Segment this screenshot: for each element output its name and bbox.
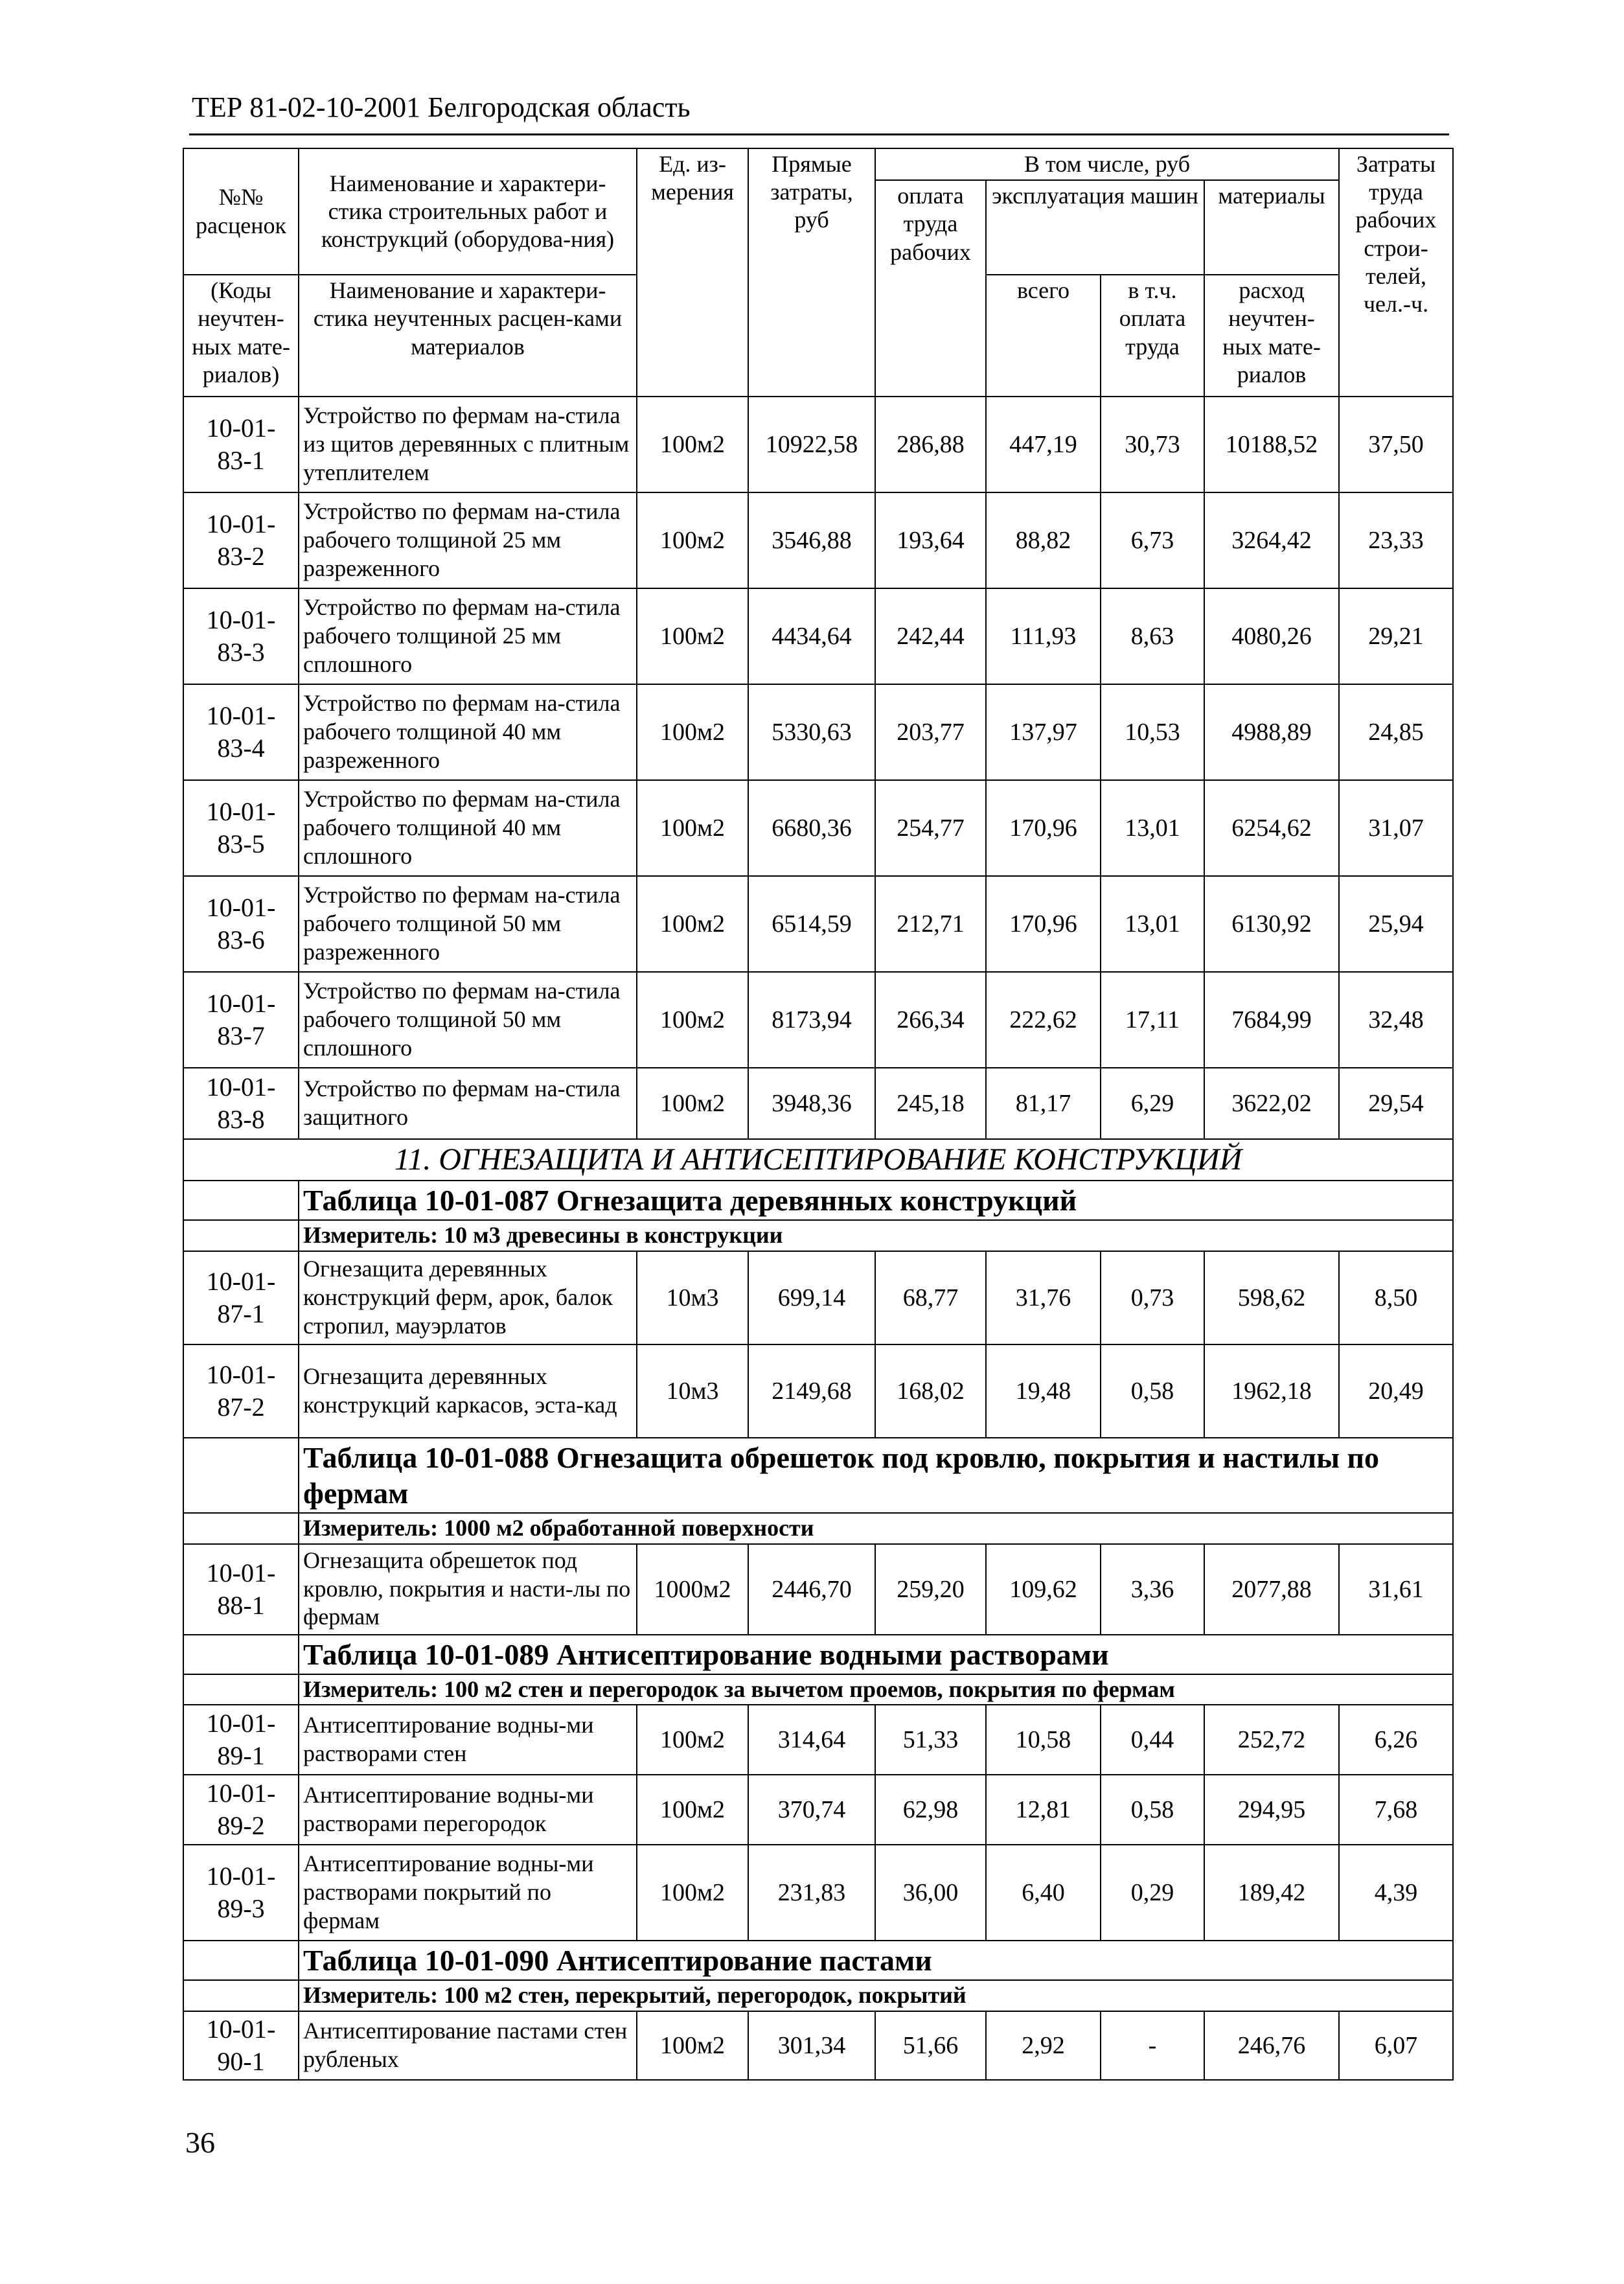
materials-cell: 3622,02 xyxy=(1204,1068,1339,1139)
price-code xyxy=(183,780,299,876)
unit-cell: 1000м2 xyxy=(637,1544,748,1635)
price-code-part: 10-01- xyxy=(206,701,276,731)
work-name: Устройство по фермам на-стила защитного xyxy=(299,1068,637,1139)
table-title-row xyxy=(183,1438,1453,1513)
machines-wages-cell: - xyxy=(1101,2011,1204,2080)
price-code-part: 89-3 xyxy=(217,1894,265,1924)
header-direct: Прямые затраты, руб xyxy=(748,148,875,397)
work-name: Устройство по фермам на-стила рабочего толщиной 50 мм сплошного xyxy=(299,972,637,1068)
machines-wages-cell: 8,63 xyxy=(1101,588,1204,684)
price-code-part: 10-01- xyxy=(206,1779,276,1808)
price-code-part: 10-01- xyxy=(206,1266,276,1296)
table-title-row xyxy=(183,1635,1453,1674)
table-row xyxy=(183,1775,1453,1845)
page-number: 36 xyxy=(185,2126,215,2159)
empty-cell xyxy=(183,1635,299,1674)
price-code xyxy=(183,588,299,684)
labor-cell: 29,21 xyxy=(1339,588,1453,684)
machines-cell: 6,40 xyxy=(986,1845,1101,1941)
work-name: Устройство по фермам на-стила рабочего толщиной 40 мм разреженного xyxy=(299,684,637,780)
price-code-part: 89-1 xyxy=(217,1741,265,1771)
price-code-part: 83-7 xyxy=(217,1021,265,1051)
wages-cell: 203,77 xyxy=(875,684,986,780)
materials-cell: 4988,89 xyxy=(1204,684,1339,780)
machines-wages-cell: 13,01 xyxy=(1101,780,1204,876)
price-code-part: 10-01- xyxy=(206,797,276,827)
price-code-part: 90-1 xyxy=(217,2046,265,2076)
header-including: В том числе, руб xyxy=(875,148,1339,180)
unit-cell: 100м2 xyxy=(637,588,748,684)
empty-cell xyxy=(183,1438,299,1513)
unit-cell: 10м3 xyxy=(637,1344,748,1438)
labor-cell: 32,48 xyxy=(1339,972,1453,1068)
materials-cell: 6130,92 xyxy=(1204,876,1339,972)
page-header: ТЕР 81-02-10-2001 Белгородская область xyxy=(192,91,691,123)
direct-cell: 699,14 xyxy=(748,1251,875,1344)
price-code-part: 87-1 xyxy=(217,1298,265,1328)
price-code xyxy=(183,1251,299,1344)
price-code-part: 10-01- xyxy=(206,1862,276,1891)
wages-cell: 254,77 xyxy=(875,780,986,876)
direct-cell: 314,64 xyxy=(748,1705,875,1775)
labor-cell: 6,07 xyxy=(1339,2011,1453,2080)
materials-cell: 3264,42 xyxy=(1204,492,1339,588)
price-code xyxy=(183,1544,299,1635)
table-title: Таблица 10-01-089 Антисептирование водными растворами xyxy=(299,1635,1453,1674)
unit-cell: 100м2 xyxy=(637,1068,748,1139)
table-row xyxy=(183,397,1453,492)
materials-cell: 598,62 xyxy=(1204,1251,1339,1344)
header-wages: оплата труда рабочих xyxy=(875,180,986,397)
table-row xyxy=(183,684,1453,780)
direct-cell: 2446,70 xyxy=(748,1544,875,1635)
price-code-part: 88-1 xyxy=(217,1590,265,1620)
price-code-part: 83-4 xyxy=(217,733,265,763)
wages-cell: 51,33 xyxy=(875,1705,986,1775)
machines-cell: 222,62 xyxy=(986,972,1101,1068)
machines-cell: 170,96 xyxy=(986,876,1101,972)
unit-cell: 100м2 xyxy=(637,492,748,588)
work-name: Устройство по фермам на-стила рабочего толщиной 25 мм разреженного xyxy=(299,492,637,588)
table-title: Таблица 10-01-087 Огнезащита деревянных конструкций xyxy=(299,1181,1453,1220)
price-code-part: 10-01- xyxy=(206,989,276,1019)
work-name: Устройство по фермам на-стила рабочего толщиной 25 мм сплошного xyxy=(299,588,637,684)
direct-cell: 6680,36 xyxy=(748,780,875,876)
direct-cell: 8173,94 xyxy=(748,972,875,1068)
measure-line-row xyxy=(183,1980,1453,2011)
table-row xyxy=(183,972,1453,1068)
table-row xyxy=(183,1344,1453,1438)
machines-wages-cell: 0,44 xyxy=(1101,1705,1204,1775)
labor-cell: 23,33 xyxy=(1339,492,1453,588)
unit-cell: 100м2 xyxy=(637,397,748,492)
work-name: Огнезащита обрешеток под кровлю, покрытия и насти-лы по фермам xyxy=(299,1544,637,1635)
measure-line: Измеритель: 100 м2 стен, перекрытий, перегородок, покрытий xyxy=(299,1980,1453,2011)
empty-cell xyxy=(183,1220,299,1251)
price-code xyxy=(183,972,299,1068)
price-code-part: 83-5 xyxy=(217,829,265,859)
labor-cell: 37,50 xyxy=(1339,397,1453,492)
work-name: Антисептирование водны-ми растворами стен xyxy=(299,1705,637,1775)
machines-cell: 19,48 xyxy=(986,1344,1101,1438)
measure-line: Измеритель: 1000 м2 обработанной поверхности xyxy=(299,1513,1453,1543)
empty-cell xyxy=(183,1941,299,1980)
price-code xyxy=(183,492,299,588)
labor-cell: 29,54 xyxy=(1339,1068,1453,1139)
price-code xyxy=(183,1344,299,1438)
measure-line-row xyxy=(183,1674,1453,1705)
table-title: Таблица 10-01-088 Огнезащита обрешеток под кровлю, покрытия и настилы по фермам xyxy=(299,1438,1453,1513)
unit-cell: 100м2 xyxy=(637,876,748,972)
table-row xyxy=(183,1845,1453,1941)
labor-cell: 25,94 xyxy=(1339,876,1453,972)
direct-cell: 3546,88 xyxy=(748,492,875,588)
labor-cell: 24,85 xyxy=(1339,684,1453,780)
price-code xyxy=(183,1775,299,1845)
labor-cell: 7,68 xyxy=(1339,1775,1453,1845)
wages-cell: 266,34 xyxy=(875,972,986,1068)
price-code-part: 89-2 xyxy=(217,1811,265,1841)
empty-cell xyxy=(183,1980,299,2011)
machines-wages-cell: 6,29 xyxy=(1101,1068,1204,1139)
table-row xyxy=(183,1251,1453,1344)
price-code-part: 83-8 xyxy=(217,1105,265,1135)
header-machines-total: всего xyxy=(986,275,1101,397)
machines-cell: 137,97 xyxy=(986,684,1101,780)
header-unit: Ед. из-мерения xyxy=(637,148,748,397)
price-code-part: 83-2 xyxy=(217,542,265,571)
price-table xyxy=(183,148,1454,2081)
price-code-part: 10-01- xyxy=(206,2014,276,2044)
header-machines: эксплуатация машин xyxy=(986,180,1204,275)
wages-cell: 193,64 xyxy=(875,492,986,588)
table-row xyxy=(183,780,1453,876)
wages-cell: 51,66 xyxy=(875,2011,986,2080)
labor-cell: 6,26 xyxy=(1339,1705,1453,1775)
materials-cell: 246,76 xyxy=(1204,2011,1339,2080)
price-code xyxy=(183,684,299,780)
machines-wages-cell: 17,11 xyxy=(1101,972,1204,1068)
price-code-part: 83-3 xyxy=(217,638,265,667)
materials-cell: 10188,52 xyxy=(1204,397,1339,492)
table-title-row xyxy=(183,1941,1453,1980)
price-code-part: 10-01- xyxy=(206,893,276,923)
machines-cell: 10,58 xyxy=(986,1705,1101,1775)
header-materials: материалы xyxy=(1204,180,1339,275)
labor-cell: 20,49 xyxy=(1339,1344,1453,1438)
direct-cell: 3948,36 xyxy=(748,1068,875,1139)
machines-wages-cell: 6,73 xyxy=(1101,492,1204,588)
labor-cell: 8,50 xyxy=(1339,1251,1453,1344)
header-name-unaccounted: Наименование и характери-стика неучтенных расцен-ками материалов xyxy=(299,275,637,397)
direct-cell: 6514,59 xyxy=(748,876,875,972)
machines-wages-cell: 0,73 xyxy=(1101,1251,1204,1344)
machines-wages-cell: 13,01 xyxy=(1101,876,1204,972)
unit-cell: 100м2 xyxy=(637,684,748,780)
price-code-part: 87-2 xyxy=(217,1392,265,1422)
price-code xyxy=(183,1068,299,1139)
section-title: 11. ОГНЕЗАЩИТА И АНТИСЕПТИРОВАНИЕ КОНСТРУКЦИЙ xyxy=(183,1139,1453,1181)
price-code xyxy=(183,876,299,972)
empty-cell xyxy=(183,1674,299,1705)
machines-cell: 2,92 xyxy=(986,2011,1101,2080)
machines-cell: 88,82 xyxy=(986,492,1101,588)
machines-wages-cell: 0,58 xyxy=(1101,1344,1204,1438)
price-code-part: 10-01- xyxy=(206,1558,276,1587)
direct-cell: 370,74 xyxy=(748,1775,875,1845)
price-code xyxy=(183,1705,299,1775)
header-machines-wages: в т.ч. оплата труда xyxy=(1101,275,1204,397)
direct-cell: 10922,58 xyxy=(748,397,875,492)
wages-cell: 68,77 xyxy=(875,1251,986,1344)
machines-wages-cell: 10,53 xyxy=(1101,684,1204,780)
header-materials-unaccounted: расход неучтен-ных мате-риалов xyxy=(1204,275,1339,397)
header-codes-unaccounted: (Коды неучтен-ных мате-риалов) xyxy=(183,275,299,397)
work-name: Устройство по фермам на-стила из щитов деревянных с плитным утеплителем xyxy=(299,397,637,492)
empty-cell xyxy=(183,1181,299,1220)
wages-cell: 242,44 xyxy=(875,588,986,684)
unit-cell: 100м2 xyxy=(637,972,748,1068)
price-code-part: 10-01- xyxy=(206,1709,276,1738)
wages-cell: 245,18 xyxy=(875,1068,986,1139)
work-name: Антисептирование пастами стен рубленых xyxy=(299,2011,637,2080)
machines-cell: 111,93 xyxy=(986,588,1101,684)
machines-cell: 31,76 xyxy=(986,1251,1101,1344)
table-row xyxy=(183,1705,1453,1775)
machines-cell: 109,62 xyxy=(986,1544,1101,1635)
direct-cell: 4434,64 xyxy=(748,588,875,684)
materials-cell: 1962,18 xyxy=(1204,1344,1339,1438)
materials-cell: 252,72 xyxy=(1204,1705,1339,1775)
machines-wages-cell: 0,29 xyxy=(1101,1845,1204,1941)
labor-cell: 4,39 xyxy=(1339,1845,1453,1941)
price-code-part: 10-01- xyxy=(206,1359,276,1389)
machines-cell: 447,19 xyxy=(986,397,1101,492)
machines-cell: 170,96 xyxy=(986,780,1101,876)
measure-line: Измеритель: 100 м2 стен и перегородок за вычетом проемов, покрытия по фермам xyxy=(299,1674,1453,1705)
header-name: Наименование и характери-стика строительных работ и конструкций (оборудова-ния) xyxy=(299,148,637,275)
wages-cell: 36,00 xyxy=(875,1845,986,1941)
direct-cell: 2149,68 xyxy=(748,1344,875,1438)
direct-cell: 231,83 xyxy=(748,1845,875,1941)
work-name: Устройство по фермам на-стила рабочего толщиной 40 мм сплошного xyxy=(299,780,637,876)
unit-cell: 100м2 xyxy=(637,1775,748,1845)
machines-cell: 81,17 xyxy=(986,1068,1101,1139)
measure-line-row xyxy=(183,1513,1453,1543)
labor-cell: 31,61 xyxy=(1339,1544,1453,1635)
header-labor: Затраты труда рабочих строи-телей, чел.-ч. xyxy=(1339,148,1453,397)
price-code-part: 10-01- xyxy=(206,1072,276,1102)
work-name: Огнезащита деревянных конструкций каркасов, эста-кад xyxy=(299,1344,637,1438)
table-row xyxy=(183,1068,1453,1139)
direct-cell: 5330,63 xyxy=(748,684,875,780)
table-row xyxy=(183,588,1453,684)
machines-cell: 12,81 xyxy=(986,1775,1101,1845)
table-row xyxy=(183,1544,1453,1635)
header-rule xyxy=(189,133,1449,135)
direct-cell: 301,34 xyxy=(748,2011,875,2080)
table-title: Таблица 10-01-090 Антисептирование пастами xyxy=(299,1941,1453,1980)
wages-cell: 286,88 xyxy=(875,397,986,492)
price-code xyxy=(183,1845,299,1941)
unit-cell: 10м3 xyxy=(637,1251,748,1344)
price-code-part: 10-01- xyxy=(206,413,276,443)
section-title-row xyxy=(183,1139,1453,1181)
price-code-part: 83-1 xyxy=(217,446,265,476)
table-title-row xyxy=(183,1181,1453,1220)
materials-cell: 4080,26 xyxy=(1204,588,1339,684)
price-code-part: 10-01- xyxy=(206,509,276,539)
work-name: Антисептирование водны-ми растворами покрытий по фермам xyxy=(299,1845,637,1941)
work-name: Устройство по фермам на-стила рабочего толщиной 50 мм разреженного xyxy=(299,876,637,972)
wages-cell: 259,20 xyxy=(875,1544,986,1635)
unit-cell: 100м2 xyxy=(637,1705,748,1775)
table-row xyxy=(183,876,1453,972)
measure-line-row xyxy=(183,1220,1453,1251)
wages-cell: 168,02 xyxy=(875,1344,986,1438)
materials-cell: 6254,62 xyxy=(1204,780,1339,876)
work-name: Огнезащита деревянных конструкций ферм, арок, балок стропил, мауэрлатов xyxy=(299,1251,637,1344)
machines-wages-cell: 30,73 xyxy=(1101,397,1204,492)
measure-line: Измеритель: 10 м3 древесины в конструкции xyxy=(299,1220,1453,1251)
price-code xyxy=(183,2011,299,2080)
price-code-part: 10-01- xyxy=(206,605,276,635)
materials-cell: 189,42 xyxy=(1204,1845,1339,1941)
materials-cell: 2077,88 xyxy=(1204,1544,1339,1635)
machines-wages-cell: 3,36 xyxy=(1101,1544,1204,1635)
header-code: №№ расценок xyxy=(183,148,299,275)
table-row xyxy=(183,492,1453,588)
unit-cell: 100м2 xyxy=(637,2011,748,2080)
wages-cell: 62,98 xyxy=(875,1775,986,1845)
unit-cell: 100м2 xyxy=(637,1845,748,1941)
machines-wages-cell: 0,58 xyxy=(1101,1775,1204,1845)
table-row xyxy=(183,2011,1453,2080)
wages-cell: 212,71 xyxy=(875,876,986,972)
materials-cell: 294,95 xyxy=(1204,1775,1339,1845)
work-name: Антисептирование водны-ми растворами перегородок xyxy=(299,1775,637,1845)
price-code-part: 83-6 xyxy=(217,925,265,955)
materials-cell: 7684,99 xyxy=(1204,972,1339,1068)
price-code xyxy=(183,397,299,492)
unit-cell: 100м2 xyxy=(637,780,748,876)
labor-cell: 31,07 xyxy=(1339,780,1453,876)
empty-cell xyxy=(183,1513,299,1543)
